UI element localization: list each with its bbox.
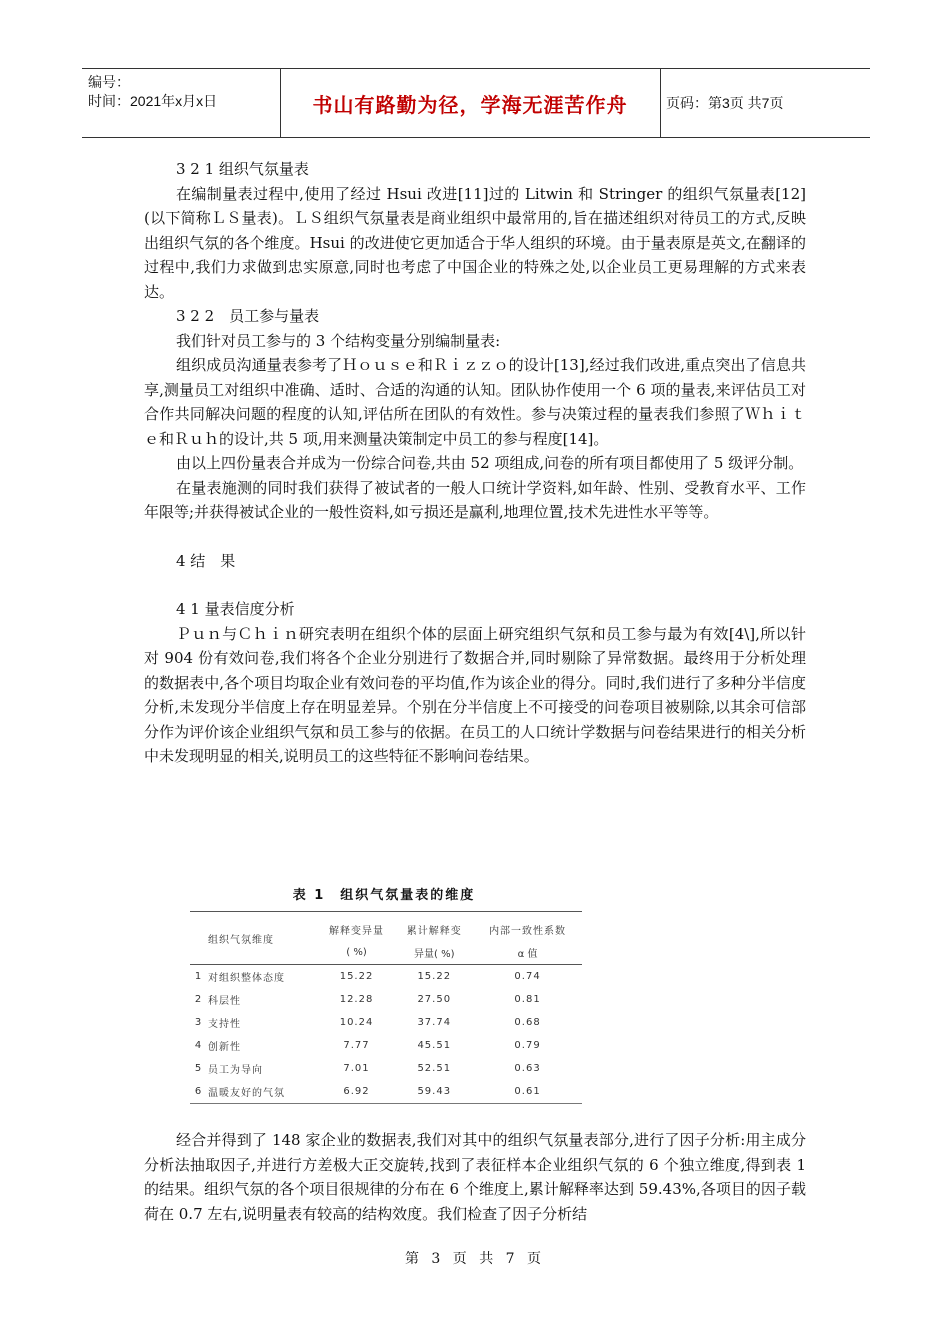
page-footer: 第 3 页 共 7 页 [404, 1251, 546, 1267]
col-cumulative-2: 异量( %) [395, 940, 473, 965]
paragraph: 由以上四份量表合并成为一份综合问卷,共由 52 项组成,问卷的所有项目都使用了 5 级评分制。 [176, 454, 804, 472]
section-heading: 3 2 1 组织气氛量表 [176, 160, 309, 178]
section-heading: 3 2 2 员工参与量表 [176, 307, 320, 325]
paragraph: 在编制量表过程中,使用了经过 Hsui 改进[11]过的 Litwin 和 Stringer 的组织气氛量表[12](以下简称ＬＳ量表)。ＬＳ组织气氛量表是商业组织中最常用的,旨在描述组织对待员工的方式,反映出组织气氛的各个维度。Hsui 的改进使它更加适合于华人组织的环境。由于量表原是英文,在翻译的过程中,我们力求做到忠实原意,同时也考虑了中国企业的特殊之处,以企业员工更易理解的方式来表达。 [144, 184, 806, 301]
header-slogan: 书山有路勤为径，学海无涯苦作舟 [312, 92, 628, 117]
table-row: 3 支持性 10.24 37.74 0.68 [194, 1017, 541, 1030]
paragraph: 组织成员沟通量表参考了Ｈｏｕｓｅ和Ｒｉｚｚｏ的设计[13],经过我们改进,重点突出了信息共享,测量员工对组织中准确、适时、合适的沟通的认知。团队协作使用一个 6 项的量表,来评估员工对合作共同解决问题的程度的认知,评估所在团队的有效性。参与决策过程的量表我们参照了Ｗｈｉｔｅ和Ｒｕｈ的设计,共 5 项,用来测量决策制定中员工的参与程度[14]。 [144, 356, 806, 448]
page-header [82, 68, 870, 138]
table-row: 4 创新性 7.77 45.51 0.79 [194, 1040, 541, 1053]
paragraph: Ｐｕｎ与Ｃｈｉｎ研究表明在组织个体的层面上研究组织气氛和员工参与最为有效[4\],所以针对 904 份有效问卷,我们将各个企业分别进行了数据合并,同时剔除了异常数据。最终用于分析处理的数据表中,各个项目均取企业有效问卷的平均值,作为该企业的得分。同时,我们进行了多种分半信度分析,未发现分半信度上存在明显差异。个别在分半信度上不可接受的问卷项目被剔除,以其余可信部分作为评价该企业组织气氛和员工参与的依据。在员工的人口统计学数据与问卷结果进行的相关分析中未发现明显的相关,说明员工的这些特征不影响问卷结果。 [144, 624, 806, 765]
paragraph: 在量表施测的同时我们获得了被试者的一般人口统计学资料,如年龄、性别、受教育水平、工作年限等;并获得被试企业的一般性资料,如亏损还是赢利,地理位置,技术先进性水平等等。 [144, 478, 806, 521]
col-dimension: 组织气氛维度 [190, 912, 318, 965]
section-heading: 4 结 果 [176, 551, 236, 570]
table-row: 1 对组织整体态度 15.22 15.22 0.74 [194, 971, 541, 984]
number-label: 编号： [88, 74, 130, 90]
header-meta [88, 73, 278, 111]
document-body-continued [144, 1128, 806, 1226]
table-row: 2 科层性 12.28 27.50 0.81 [194, 994, 541, 1007]
section-heading: 4 1 量表信度分析 [176, 600, 295, 618]
table-title: 表 1 组织气氛量表的维度 [292, 888, 476, 903]
col-cumulative-1: 累计解释变 [406, 925, 462, 937]
page-number-label: 页码：第3页 共7页 [666, 95, 784, 111]
table-row: 5 员工为导向 7.01 52.51 0.63 [194, 1063, 541, 1076]
table-row: 6 温暖友好的气氛 6.92 59.43 0.61 [190, 1080, 582, 1104]
col-variance-2: ( %) [318, 940, 396, 965]
time-label: 时间：2021年x月x日 [88, 93, 218, 109]
col-alpha-1: 内部一致性系数 [489, 925, 567, 937]
paragraph: 经合并得到了 148 家企业的数据表,我们对其中的组织气氛量表部分,进行了因子分析:用主成分分析法抽取因子,并进行方差极大正交旋转,找到了表征样本企业组织气氛的 6 个独立维度,得到表 1 的结果。组织气氛的各个项目很规律的分布在 6 个维度上,累计解释率达到 59.43%,各项目的因子载荷在 0.7 左右,说明量表有较高的结构效度。我们检查了因子分析结 [144, 1131, 806, 1223]
document-body [144, 157, 806, 769]
col-variance-1: 解释变异量 [329, 925, 385, 937]
table-1 [190, 884, 590, 1104]
dimension-table [190, 911, 582, 1104]
col-alpha-2: α 值 [473, 940, 582, 965]
header-divider [660, 69, 661, 137]
paragraph: 我们针对员工参与的 3 个结构变量分别编制量表: [176, 331, 501, 350]
